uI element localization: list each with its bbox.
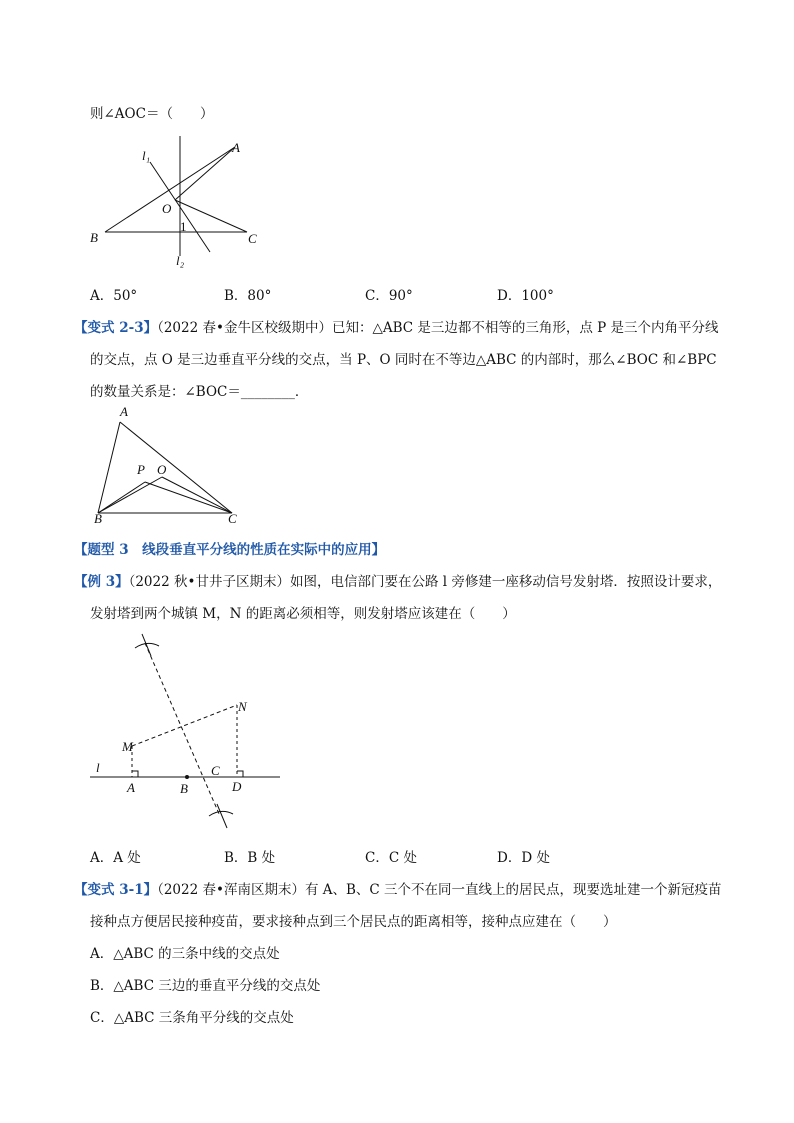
variant-source: （2022 春•金牛区校级期中） [157, 320, 332, 336]
label-l: l [96, 760, 100, 775]
option-a: A．50° [90, 288, 138, 304]
figure-angle-aoc [80, 130, 280, 270]
label-B: B [94, 511, 102, 526]
label-C: C [211, 763, 220, 778]
variant-2-3-line2: 的交点，点 O 是三边垂直平分线的交点，当 P、O 同时在不等边△ABC 的内部时，那么∠BOC 和∠BPC [90, 352, 717, 368]
example-3-line1 [74, 570, 721, 590]
option-a: A．△ABC 的三条中线的交点处 [90, 946, 280, 962]
example-source: （2022 秋•甘井子区期末） [128, 574, 290, 590]
variant-source: （2022 春•浑南区期末） [157, 882, 305, 898]
variant-2-3-line3: 的数量关系是：∠BOC＝________． [90, 384, 309, 400]
option-b: B．B 处 [224, 850, 276, 866]
option-d: D．100° [497, 288, 554, 304]
variant-2-3-line1 [74, 316, 719, 336]
label-N: N [238, 699, 247, 714]
label-O: O [162, 201, 172, 216]
option-c: C．C 处 [365, 850, 417, 866]
label-l2: l₂ [176, 253, 185, 268]
option-a: A．A 处 [90, 850, 141, 866]
label-O: O [157, 462, 167, 477]
example-text: 如图，电信部门要在公路 l 旁修建一座移动信号发射塔．按照设计要求， [289, 574, 722, 590]
label-A: A [120, 404, 128, 419]
label-D: D [232, 779, 242, 794]
variant-3-1-line1 [74, 878, 722, 898]
type3-heading: 【题型 3 线段垂直平分线的性质在实际中的应用】 [74, 542, 386, 558]
label-C: C [248, 231, 257, 246]
variant-text: 有 A、B、C 三个不在同一直线上的居民点，现要选址建一个新冠疫苗 [304, 882, 722, 898]
example-3-line2: 发射塔到两个城镇 M，N 的距离必须相等，则发射塔应该建在（ ） [90, 606, 516, 622]
label-P: P [137, 462, 145, 477]
option-c: C．△ABC 三条角平分线的交点处 [90, 1010, 294, 1026]
option-b: B．80° [224, 288, 272, 304]
option-c: C．90° [365, 288, 413, 304]
example-tag: 【例 3】 [74, 574, 129, 590]
variant-tag: 【变式 3-1】 [74, 882, 158, 898]
option-d: D．D 处 [497, 850, 550, 866]
label-A: A [232, 140, 240, 155]
label-angle-1: 1 [180, 219, 187, 234]
option-b: B．△ABC 三边的垂直平分线的交点处 [90, 978, 321, 994]
figure-road-towns [85, 628, 285, 833]
variant-3-1-line2: 接种点方便居民接种疫苗，要求接种点到三个居民点的距离相等，接种点应建在（ ） [90, 914, 617, 930]
label-C: C [228, 511, 237, 526]
figure-triangle-pob [90, 410, 250, 520]
label-B: B [90, 230, 98, 245]
variant-text: 已知：△ABC 是三边都不相等的三角形，点 P 是三个内角平分线 [331, 320, 719, 336]
label-l1: l₁ [142, 148, 151, 163]
question-stem: 则∠AOC＝（ ） [90, 106, 214, 122]
label-M: M [122, 739, 133, 754]
variant-tag: 【变式 2-3】 [74, 320, 158, 336]
label-A: A [127, 780, 135, 795]
label-B: B [180, 781, 188, 796]
